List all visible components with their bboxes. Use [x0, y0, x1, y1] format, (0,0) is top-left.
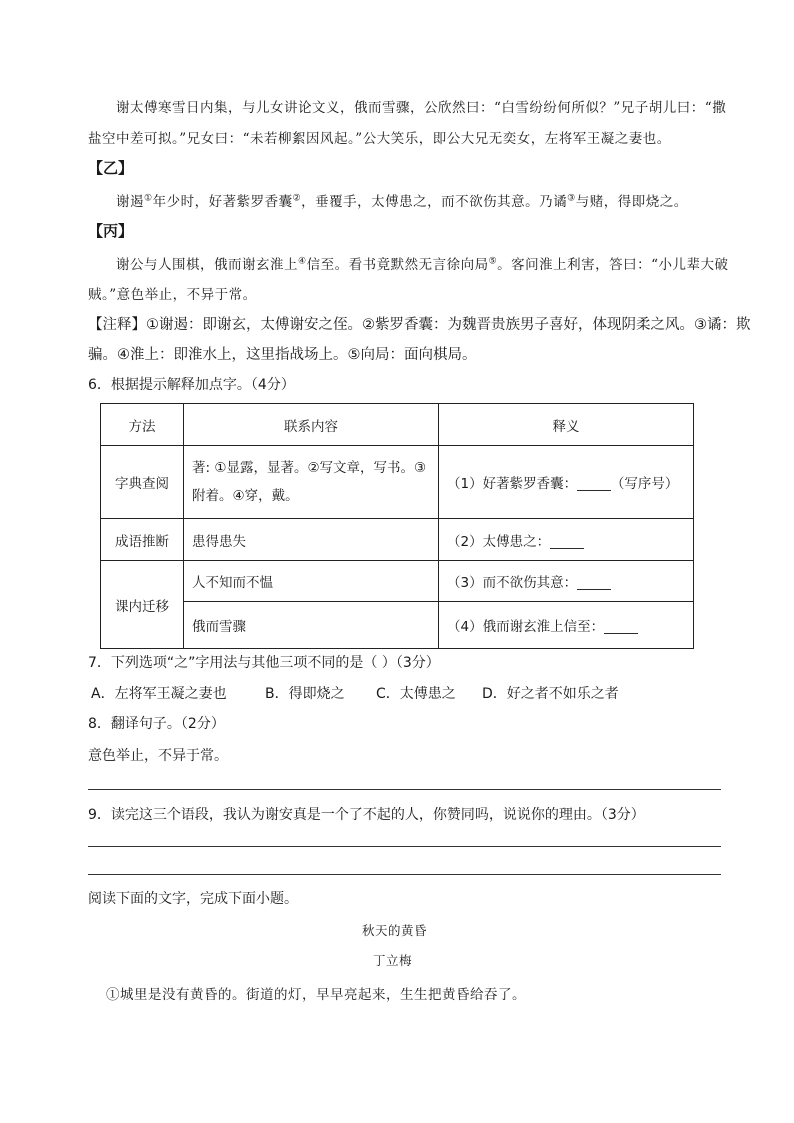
row3-meaning[interactable]: （3）而不欲伤其意：_____	[439, 561, 694, 602]
note-marker-1: ①	[144, 193, 153, 204]
table-row	[101, 446, 694, 519]
passage-bing-line-1	[116, 253, 729, 273]
answer-line-9-2[interactable]	[88, 874, 721, 875]
note-marker-3: ③	[567, 193, 576, 204]
table-row	[101, 602, 694, 649]
yi-text-d: 与赌，得即烧之。	[575, 194, 688, 210]
row1-content	[184, 446, 439, 519]
yi-text-c: ，垂覆手，太傅患之，而不欲伤其意。乃谲	[301, 194, 568, 210]
row1-meaning[interactable]: （1）好著紫罗香囊：_____（写序号）	[439, 446, 694, 519]
row2-content: 患得患失	[184, 519, 439, 561]
passage-yi-label: 【乙】	[88, 159, 134, 177]
note-marker-5: ⑤	[488, 256, 498, 267]
question-7-option-b[interactable]: B．得即烧之	[265, 686, 345, 702]
question-8-stem: 8．翻译句子。（2分）	[88, 716, 225, 732]
row4-content: 俄而雪骤	[184, 602, 439, 649]
reading-intro: 阅读下面的文字，完成下面小题。	[88, 891, 298, 907]
header-meaning: 释义	[439, 404, 694, 446]
row4-meaning[interactable]: （4）俄而谢玄淮上信至：_____	[439, 602, 694, 649]
passage-bing-line-2: 贼。”意色举止，不异于常。	[88, 287, 257, 303]
note-marker-2: ②	[292, 193, 302, 204]
row2-method: 成语推断	[101, 519, 184, 561]
article-author: 丁立梅	[373, 953, 413, 968]
notes-line-1: 【注释】①谢遏：即谢玄，太傅谢安之侄。②紫罗香囊：为魏晋贵族男子喜好，体现阴柔之风。③谲：欺	[88, 317, 751, 333]
bing-text-c: 。客问淮上利害，答曰：“小儿辈大破	[497, 257, 729, 273]
question-7-stem: 7．下列选项“之”字用法与其他三项不同的是（ ）（3分）	[88, 655, 440, 671]
row3-method: 课内迁移	[101, 561, 184, 649]
passage-jia-line-1: 谢太傅寒雪日内集，与儿女讲论文义，俄而雪骤，公欣然曰：“白雪纷纷何所似？”兄子胡儿曰：“撒	[116, 100, 727, 116]
bing-text-a: 谢公与人围棋，俄而谢玄淮上	[116, 257, 298, 273]
table-header-row	[101, 404, 694, 446]
yi-text-b: 年少时，好著紫罗香囊	[152, 194, 293, 210]
question-8-sentence: 意色举止，不异于常。	[88, 748, 228, 764]
notes-line-2: 骗。④淮上：即淮水上，这里指战场上。⑤向局：面向棋局。	[88, 347, 477, 363]
question-7-option-a[interactable]: A．左将军王凝之妻也	[91, 686, 227, 702]
answer-line-8[interactable]	[88, 789, 721, 790]
question-7-option-d[interactable]: D．好之者不如乐之者	[482, 686, 619, 702]
article-title: 秋天的黄昏	[362, 923, 428, 938]
answer-line-9-1[interactable]	[88, 846, 721, 847]
table-row	[101, 561, 694, 602]
passage-bing-label: 【丙】	[88, 222, 134, 240]
header-content: 联系内容	[184, 404, 439, 446]
article-paragraph-1: ①城里是没有黄昏的。街道的灯，早早亮起来，生生把黄昏给吞了。	[106, 987, 526, 1003]
row3-content: 人不知而不愠	[184, 561, 439, 602]
header-method: 方法	[101, 404, 184, 446]
passage-jia-line-2: 盐空中差可拟。”兄女曰：“未若柳絮因风起。”公大笑乐，即公大兄无奕女，左将军王凝之妻也。	[88, 131, 671, 147]
table-row	[101, 519, 694, 561]
row1-content-line-2: 附着。④穿，戴。	[192, 488, 299, 504]
yi-text-a: 谢遏	[116, 194, 144, 210]
passage-yi-line-1	[116, 190, 688, 210]
question-6-table	[100, 403, 694, 649]
question-7-option-c[interactable]: C．太傅患之	[376, 686, 456, 702]
bing-text-b: 信至。看书竟默然无言徐向局	[306, 257, 489, 273]
note-marker-4: ④	[298, 256, 307, 267]
row1-method: 字典查阅	[101, 446, 184, 519]
row1-content-line-1: 著: ①显露，显著。②写文章，写书。③	[192, 460, 427, 476]
row2-meaning[interactable]: （2）太傅患之：_____	[439, 519, 694, 561]
question-6-stem: 6．根据提示解释加点字。（4分）	[88, 377, 295, 393]
question-9-stem: 9．读完这三个语段，我认为谢安真是一个了不起的人，你赞同吗，说说你的理由。（3分）	[88, 807, 645, 823]
